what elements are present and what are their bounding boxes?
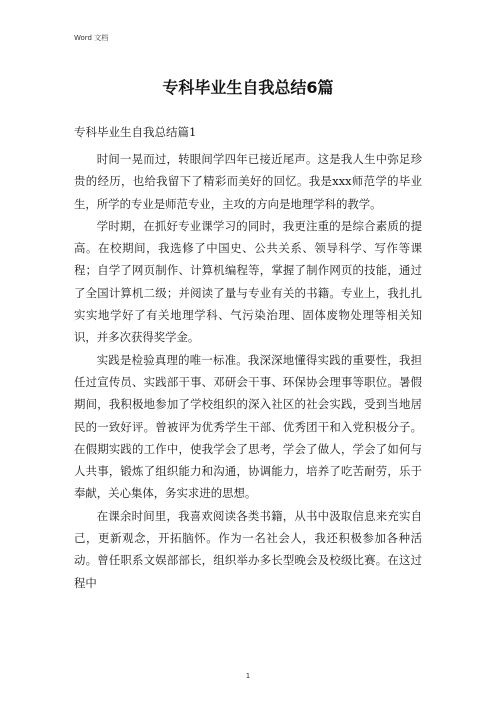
paragraph: 学时期，在抓好专业课学习的同时，我更注重的是综合素质的提高。在校期间，我选修了中国史、公共关系、领导科学、写作等课程；自学了网页制作、计算机编程等，掌握了制作网页的技能，通过了全国计算机二级；并阅读了量与专业有关的书籍。专业上，我扎扎实实地学好了有关地理学科、气污染治理、固体废物处理等相关知识，并多次获得奖学金。 [74, 218, 422, 345]
header-label: Word 文档 [74, 34, 109, 42]
paragraph: 时间一晃而过，转眼间学四年已接近尾声。这是我人生中弥足珍贵的经历，也给我留下了精彩而美好的回忆。我是xxx师范学的毕业生，所学的专业是师范专业，主攻的方向是地理学科的教学。 [74, 152, 422, 211]
document-body [74, 148, 422, 594]
section-title: 专科毕业生自我总结篇1 [74, 125, 197, 139]
page-number: 1 [245, 672, 251, 680]
paragraph: 实践是检验真理的唯一标准。我深深地懂得实践的重要性，我担任过宣传员、实践部干事、邓研会干事、环保协会理事等职位。暑假期间，我积极地参加了学校组织的深入社区的社会实践，受到当地居民的一致好评。曾被评为优秀学生干部、优秀团干和入党积极分子。在假期实践的工作中，使我学会了思考，学会了做人，学会了如何与人共事，锻炼了组织能力和沟通，协调能力，培养了吃苦耐劳，乐于奉献，关心集体，务实求进的思想。 [74, 352, 422, 501]
document-title: 专科毕业生自我总结6篇 [162, 78, 334, 97]
paragraph: 在课余时间里，我喜欢阅读各类书籍，从书中汲取信息来充实自己，更新观念，开拓脑怀。作为一名社会人，我还积极参加各种活动。曾任职系文娱部部长，组织举办多长型晚会及校级比赛。在这过程中 [74, 508, 422, 590]
